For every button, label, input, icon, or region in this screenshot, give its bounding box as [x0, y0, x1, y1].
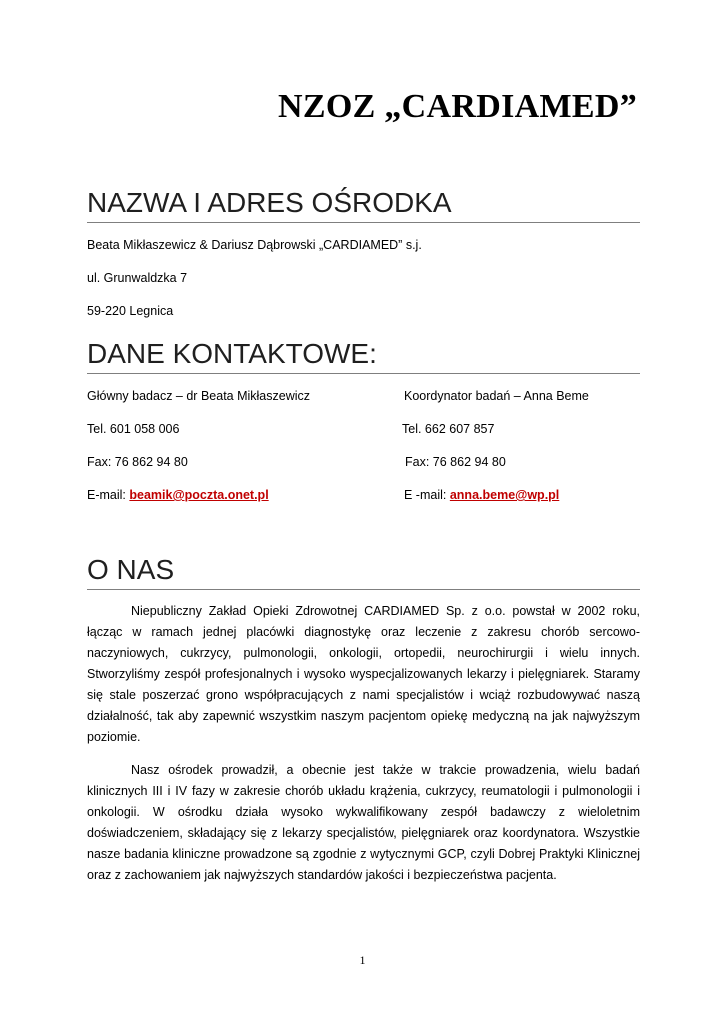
document-title: NZOZ „CARDIAMED”: [278, 88, 637, 125]
street-line: ul. Grunwaldzka 7: [87, 271, 188, 285]
principal-investigator: Główny badacz – dr Beata Mikłaszewicz: [87, 389, 311, 403]
address-heading: NAZWA I ADRES OŚRODKA: [87, 186, 640, 223]
coordinator-email-label: E -mail:: [404, 488, 450, 502]
coordinator-phone: Tel. 662 607 857: [402, 422, 495, 436]
principal-email-line: [87, 488, 269, 502]
about-paragraph-1: Niepubliczny Zakład Opieki Zdrowotnej CARDIAMED Sp. z o.o. powstał w 2002 roku, łącząc w ramach jednej placówki diagnostykę oraz leczenie z zakresu chorób sercowo-naczyniowych, cukrzycy, pulmonologii, onkologii, ortopedii, neurochirurgii i wielu innych. Stworzyliśmy zespół profesjonalnych i wysoko wyspecjalizowanych lekarzy i pielęgniarek. Staramy się stale poszerzać grono współpracujących z nami specjalistów i wciąż rozbudowywać naszą działalność, tak aby zapewnić wszystkim naszym pacjentom opiekę medyczną na jak najwyższym poziomie.: [87, 604, 640, 744]
contact-heading: DANE KONTAKTOWE:: [87, 337, 640, 374]
principal-email-link[interactable]: beamik@poczta.onet.pl: [129, 488, 269, 502]
coordinator-email-link[interactable]: anna.beme@wp.pl: [449, 488, 560, 502]
principal-email-label: E-mail:: [87, 488, 130, 502]
about-heading: O NAS: [87, 553, 640, 590]
principal-phone: Tel. 601 058 006: [87, 422, 180, 436]
coordinator-email-line: [404, 488, 559, 502]
study-coordinator: Koordynator badań – Anna Beme: [404, 389, 589, 403]
principal-fax: Fax: 76 862 94 80: [87, 455, 188, 469]
city-line: 59-220 Legnica: [87, 304, 174, 318]
about-paragraph-2: Nasz ośrodek prowadził, a obecnie jest także w trakcie prowadzenia, wielu badań klinicznych III i IV fazy w zakresie chorób układu krążenia, cukrzycy, reumatologii i pulmonologii i onkologii. W ośrodku działa wysoko wykwalifikowany zespół badawczy z wieloletnim doświadczeniem, składający się z lekarzy specjalistów, pielęgniarek oraz koordynatora. Wszystkie nasze badania kliniczne prowadzone są zgodnie z wytycznymi GCP, czyli Dobrej Praktyki Klinicznej oraz z zachowaniem jak najwyższych standardów jakości i bezpieczeństwa pacjenta.: [87, 763, 640, 882]
company-name-line: Beata Mikłaszewicz & Dariusz Dąbrowski „CARDIAMED” s.j.: [87, 238, 422, 252]
page-number: 1: [359, 953, 366, 967]
coordinator-fax: Fax: 76 862 94 80: [405, 455, 506, 469]
